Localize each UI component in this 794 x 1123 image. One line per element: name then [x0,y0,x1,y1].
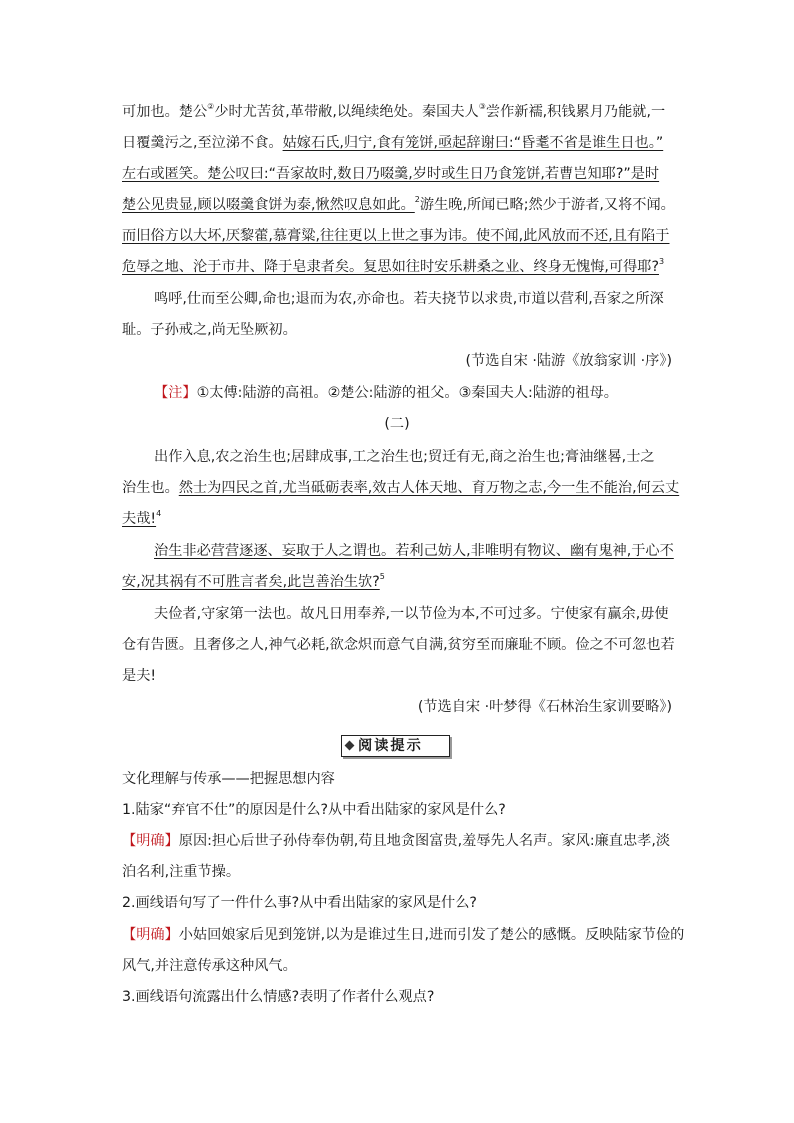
p2-line-3: 夫哉!$^4$ [122,509,162,527]
p1-line-1: 可加也。楚公②少时尤苦贫,革带敝,以绳续绝处。秦国夫人③尝作新襦,积钱累月乃能就,一 [122,102,666,120]
answer-label: 【明确】 [122,927,179,943]
answer-1-line-1: 【明确】原因:担心后世子孙侍奉伪朝,苟且地贪图富贵,羞辱先人名声。家风:廉直忠孝,淡 [122,833,671,849]
annotation-note: 【注】①太傅:陆游的高祖。②楚公:陆游的祖父。③秦国夫人:陆游的祖母。 [154,385,618,401]
p1-line-6: 危辱之地、沦于市井、降于皂隶者矣。复思如往时安乐耕桑之业、终身无愧悔,可得耶?$^3$ [122,257,665,275]
underlined-sentence: 危辱之地、沦于市井、降于皂隶者矣。复思如往时安乐耕桑之业、终身无愧悔,可得耶? [122,259,659,275]
p1-line-4: 楚公见贵显,顾以啜羹食饼为泰,愀然叹息如此。$^2$游生晚,所闻已略;然少于游者,又将不闻。 [122,195,675,213]
question-2: 2.画线语句写了一件什么事?从中看出陆家的家风是什么? [122,895,477,911]
p2-line-6: 夫俭者,守家第一法也。故凡日用奉养,一以节俭为本,不可过多。宁使家有赢余,毋使 [154,606,669,622]
tips-heading: 文化理解与传承——把握思想内容 [122,771,335,787]
reading-tips-title: 阅读提示 [358,738,423,754]
reading-tips-box [341,735,450,757]
source-citation-1: (节选自宋 ·陆游《放翁家训 ·序》) [465,353,672,369]
diamond-bullet-icon [345,741,355,751]
p1-line-3 [122,164,659,184]
p2-line-7: 仓有告匮。且奢侈之人,神气必耗,欲念炽而意气自满,贫穷至而廉耻不顾。俭之不可忽也若 [122,637,675,653]
source-citation-2: (节选自宋 ·叶梦得《石林治生家训要略》) [417,699,672,715]
p2-line-1: 出作入息,农之治生也;居肆成事,工之治生也;贸迁有无,商之治生也;膏油继晷,士之 [154,449,655,465]
p2-line-5: 安,况其祸有不可胜言者矣,此岂善治生欤?$^5$ [122,572,385,590]
underlined-sentence: 治生非必营营逐逐、妄取于人之谓也。若利己妨人,非唯明有物议、幽有鬼神,于心不 [154,543,674,559]
underlined-sentence: 左右或匿笑。楚公叹曰:“吾家故时,数日乃啜羹,岁时或生日乃食笼饼,若曹岂知耶?”是时 [122,166,660,182]
answer-1-line-2: 泊名利,注重节操。 [122,864,241,880]
note-label: 【注】 [154,385,197,401]
p1-line-8: 耻。子孙戒之,尚无坠厥初。 [122,322,297,338]
p2-line-2: 治生也。然士为四民之首,尤当砥砺表率,效古人体天地、育万物之志,今一生不能治,何云丈 [122,480,680,496]
underlined-sentence: 安,况其祸有不可胜言者矣,此岂善治生欤? [122,574,380,590]
question-3: 3.画线语句流露出什么情感?表明了作者什么观点? [122,989,435,1005]
answer-2-line-1: 【明确】小姑回娘家后见到笼饼,以为是谁过生日,进而引发了楚公的感慨。反映陆家节俭的 [122,927,685,943]
underlined-sentence: 姑嫁石氏,归宁,食有笼饼,亟起辞谢曰:“昏耄不省是谁生日也。” [282,135,664,151]
p2-line-8: 是夫! [122,668,157,684]
question-1: 1.陆家“弃官不仕”的原因是什么?从中看出陆家的家风是什么? [122,802,506,818]
underlined-sentence: 夫哉! [122,511,157,527]
underlined-sentence: 而旧俗方以大坏,厌黎藿,慕膏粱,往往更以上世之事为讳。使不闻,此风放而不还,且有陷于 [122,228,670,244]
underlined-sentence: 然士为四民之首,尤当砥砺表率,效古人体天地、育万物之志,今一生不能治,何云丈 [178,480,680,496]
p2-line-4 [154,541,674,561]
p1-line-7: 鸣呼,仕而至公卿,命也;退而为农,亦命也。若夫挠节以求贵,市道以营利,吾家之所深 [154,291,664,307]
p1-line-2: 日覆羹污之,至泣涕不食。姑嫁石氏,归宁,食有笼饼,亟起辞谢曰:“昏耄不省是谁生日也。” [122,135,664,151]
underlined-sentence: 楚公见贵显,顾以啜羹食饼为泰,愀然叹息如此。 [122,197,415,213]
section-2-title: (二) [384,416,410,432]
p1-line-5 [122,226,670,246]
answer-label: 【明确】 [122,833,179,849]
answer-2-line-2: 风气,并注意传承这种风气。 [122,958,297,974]
